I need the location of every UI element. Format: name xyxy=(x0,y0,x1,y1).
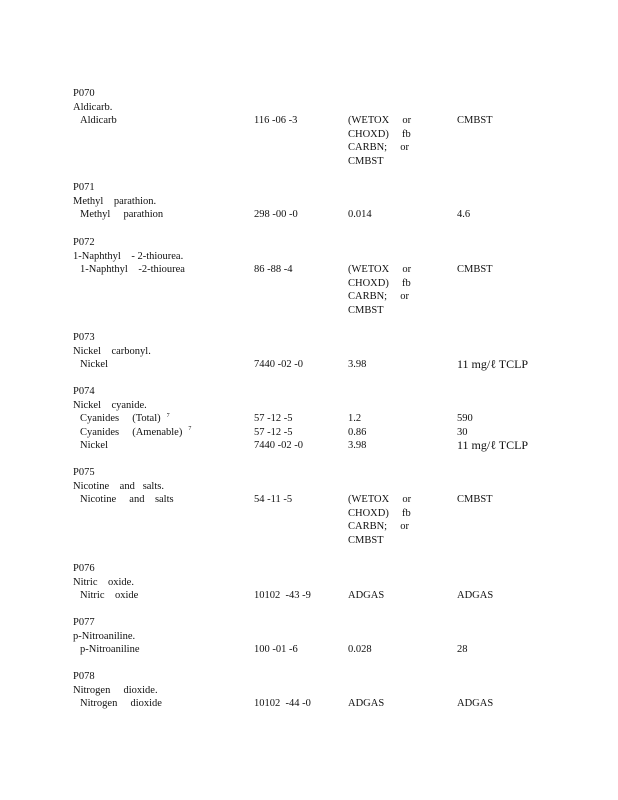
waste-description: p-Nitroaniline. xyxy=(73,630,136,642)
wastewater-standard-line: CMBST xyxy=(348,155,384,167)
waste-description: Nickel cyanide. xyxy=(73,399,147,411)
wastewater-standard-line: 3.98 xyxy=(348,359,367,370)
waste-description: Nitrogen dioxide. xyxy=(73,684,158,696)
constituent-row xyxy=(73,208,593,222)
footnote-marker: 7 xyxy=(188,426,192,432)
constituent-name-text: Nitrogen dioxide xyxy=(80,698,162,709)
wastewater-standard xyxy=(348,589,413,603)
waste-entry xyxy=(73,562,593,603)
constituent-row xyxy=(73,493,593,547)
constituent-name-text: Cyanides (Total) xyxy=(80,413,161,424)
constituent-name xyxy=(80,208,163,222)
wastewater-standard xyxy=(348,412,413,426)
waste-description: Methyl parathion. xyxy=(73,195,157,207)
waste-code: P076 xyxy=(73,563,95,574)
footnote-marker: 7 xyxy=(166,412,170,419)
waste-code: P078 xyxy=(73,671,95,682)
constituent-row xyxy=(73,412,593,426)
constituent-row xyxy=(73,114,593,168)
waste-description: Nicotine and salts. xyxy=(73,480,164,492)
wastewater-standard xyxy=(348,208,413,222)
constituent-name xyxy=(80,589,138,603)
waste-entry xyxy=(73,331,593,372)
wastewater-standard-line: ADGAS xyxy=(348,698,385,709)
wastewater-standard xyxy=(348,493,413,547)
waste-entry xyxy=(73,181,593,222)
nonwastewater-standard: ADGAS xyxy=(457,698,494,709)
waste-description: Nickel carbonyl. xyxy=(73,345,151,357)
wastewater-standard xyxy=(348,263,413,317)
cas-number: 10102 -43 -9 xyxy=(254,590,311,601)
wastewater-standard xyxy=(348,439,413,453)
constituent-name xyxy=(80,263,185,277)
wastewater-standard-line: CARBN; or xyxy=(348,142,409,153)
nonwastewater-standard: 11 mg/ℓ TCLP xyxy=(457,357,529,371)
constituent-name xyxy=(80,114,117,128)
constituent-row xyxy=(73,439,593,453)
constituent-name-text: p-Nitroaniline xyxy=(80,644,140,655)
wastewater-standard-line: (WETOX or xyxy=(348,494,412,505)
nonwastewater-standard: 4.6 xyxy=(457,209,471,220)
cas-number: 116 -06 -3 xyxy=(254,115,298,126)
constituent-name-text: Nicotine and salts xyxy=(80,494,174,505)
constituent-name xyxy=(80,358,108,372)
cas-number: 10102 -44 -0 xyxy=(254,698,311,709)
constituent-name-text: Nickel xyxy=(80,359,108,370)
waste-entry xyxy=(73,670,593,711)
wastewater-standard-line: CMBST xyxy=(348,534,384,546)
cas-number: 86 -88 -4 xyxy=(254,264,293,275)
wastewater-standard-line: (WETOX or xyxy=(348,264,412,275)
wastewater-standard-line: CHOXD) fb xyxy=(348,507,411,519)
constituent-row xyxy=(73,589,593,603)
waste-code: P077 xyxy=(73,617,95,628)
cas-number: 54 -11 -5 xyxy=(254,494,293,505)
constituent-row xyxy=(73,426,593,440)
wastewater-standard xyxy=(348,643,413,657)
constituent-name-text: Nickel xyxy=(80,440,108,451)
cas-number: 7440 -02 -0 xyxy=(254,440,303,451)
cas-number: 100 -01 -6 xyxy=(254,644,298,655)
nonwastewater-standard: 28 xyxy=(457,644,468,655)
waste-code: P072 xyxy=(73,237,95,248)
waste-description: Nitric oxide. xyxy=(73,576,134,588)
constituent-name-text: 1-Naphthyl -2-thiourea xyxy=(80,264,185,275)
waste-entry xyxy=(73,385,593,453)
cas-number: 57 -12 -5 xyxy=(254,426,293,438)
wastewater-standard-line: CHOXD) fb xyxy=(348,128,411,140)
waste-code: P070 xyxy=(73,88,95,99)
waste-code: P073 xyxy=(73,332,95,343)
nonwastewater-standard: CMBST xyxy=(457,494,493,505)
wastewater-standard-line: CARBN; or xyxy=(348,521,409,532)
constituent-name-text: Nitric oxide xyxy=(80,590,139,601)
waste-description: 1-Naphthyl - 2-thiourea. xyxy=(73,250,184,262)
nonwastewater-standard: CMBST xyxy=(457,115,493,126)
constituent-row xyxy=(73,358,593,372)
constituent-name xyxy=(80,493,174,507)
waste-entry xyxy=(73,616,593,657)
cas-number: 57 -12 -5 xyxy=(254,413,293,424)
constituent-name xyxy=(80,697,162,711)
constituent-name-text: Aldicarb xyxy=(80,115,117,126)
constituent-name xyxy=(80,439,108,453)
wastewater-standard-line: 0.86 xyxy=(348,426,367,438)
cas-number: 298 -00 -0 xyxy=(254,209,298,220)
cas-number: 7440 -02 -0 xyxy=(254,359,303,370)
wastewater-standard-line: CHOXD) fb xyxy=(348,277,411,289)
wastewater-standard-line: ADGAS xyxy=(348,590,385,601)
nonwastewater-standard: CMBST xyxy=(457,264,493,275)
wastewater-standard xyxy=(348,426,413,440)
constituent-row xyxy=(73,263,593,317)
waste-code: P071 xyxy=(73,182,95,193)
waste-entry xyxy=(73,87,593,168)
nonwastewater-standard: 590 xyxy=(457,413,473,424)
constituent-name-text: Cyanides (Amenable) xyxy=(80,426,183,438)
wastewater-standard-line: 0.014 xyxy=(348,209,372,220)
waste-entry xyxy=(73,236,593,317)
waste-description: Aldicarb. xyxy=(73,101,113,113)
waste-code: P074 xyxy=(73,386,95,397)
wastewater-standard-line: 0.028 xyxy=(348,644,372,655)
wastewater-standard-line: CARBN; or xyxy=(348,291,409,302)
constituent-row xyxy=(73,697,593,711)
constituent-name xyxy=(80,412,170,426)
wastewater-standard-line: 1.2 xyxy=(348,413,362,424)
constituent-row xyxy=(73,643,593,657)
constituent-name-text: Methyl parathion xyxy=(80,209,164,220)
waste-entry xyxy=(73,466,593,547)
nonwastewater-standard: ADGAS xyxy=(457,590,494,601)
wastewater-standard xyxy=(348,358,413,372)
constituent-name xyxy=(80,643,139,657)
wastewater-standard-line: 3.98 xyxy=(348,440,367,451)
nonwastewater-standard: 11 mg/ℓ TCLP xyxy=(457,438,529,452)
wastewater-standard xyxy=(348,114,413,168)
nonwastewater-standard: 30 xyxy=(457,426,468,438)
constituent-name xyxy=(80,426,191,440)
wastewater-standard xyxy=(348,697,413,711)
wastewater-standard-line: (WETOX or xyxy=(348,115,412,126)
waste-code: P075 xyxy=(73,467,95,478)
wastewater-standard-line: CMBST xyxy=(348,304,384,316)
